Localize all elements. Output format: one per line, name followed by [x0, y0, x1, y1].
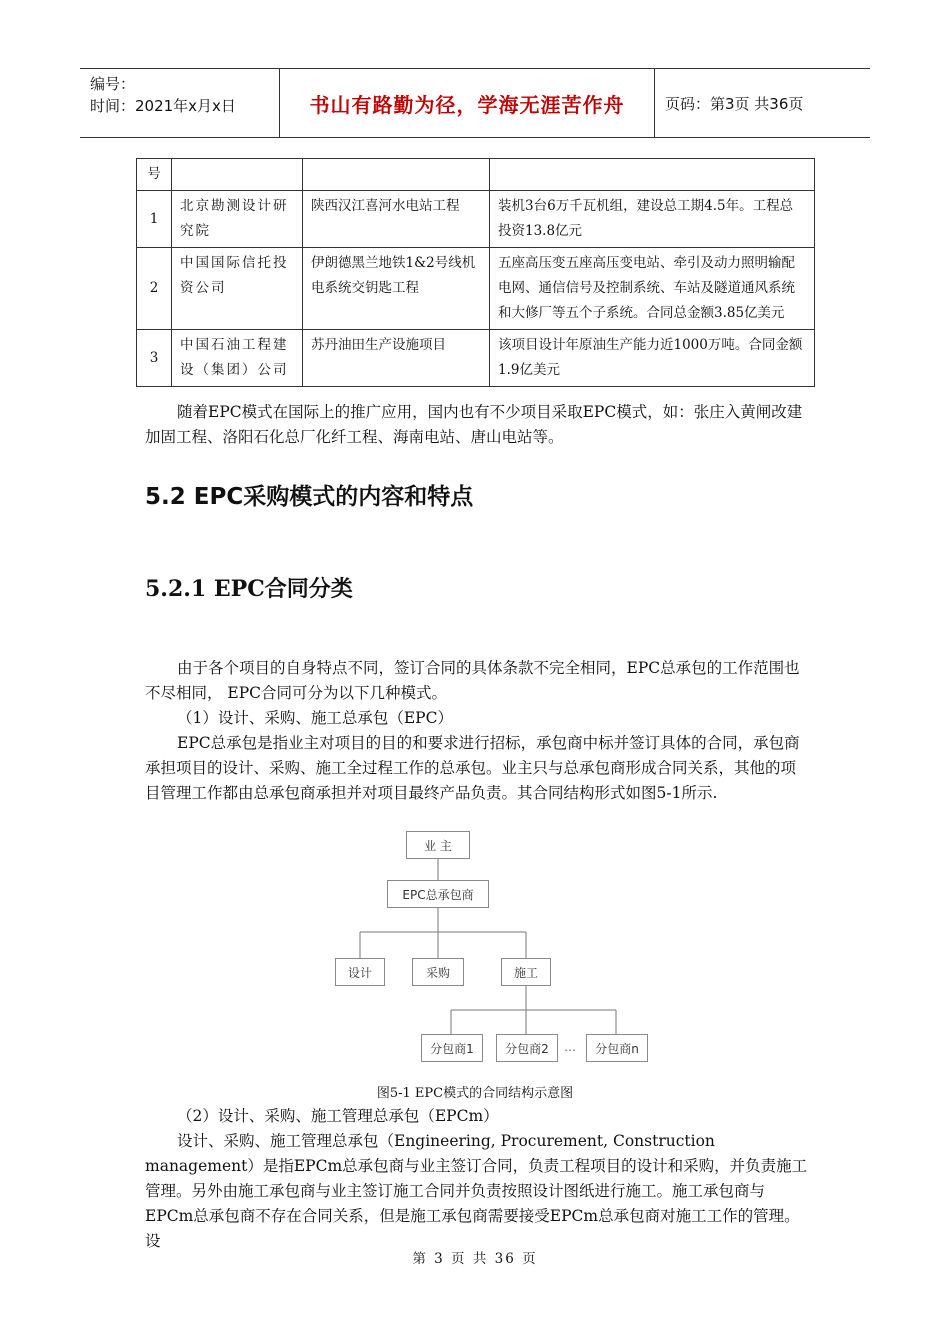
subcontractor-ellipsis: … — [564, 1040, 576, 1054]
table-row — [137, 330, 815, 387]
project-table — [136, 158, 815, 387]
epc-contractor-box: EPC总承包商 — [387, 880, 489, 908]
header-meta — [80, 69, 280, 137]
page-footer: 第 3 页 共 36 页 — [412, 1251, 538, 1267]
subcontractor-1-box: 分包商1 — [421, 1034, 483, 1062]
paragraph-epcm-desc: 设计、采购、施工管理总承包（Engineering, Procurement, Construction management）是指EPCm总承包商与业主签订合同，负责工程项目的设计和采购，并负责施工管理。另外由施工承包商与业主签订施工合同并负责按照设计图纸进行施工。施工承包商与EPCm总承包商不存在合同关系，但是施工承包商需要接受EPCm总承包商对施工工作的管理。设 — [145, 1132, 808, 1250]
row-number: 1 — [137, 191, 172, 248]
table-cell — [490, 159, 815, 191]
table-row — [137, 248, 815, 330]
row-description: 装机3台6万千瓦机组，建设总工期4.5年。工程总投资13.8亿元 — [490, 191, 815, 248]
subcontractor-n-box: 分包商n — [586, 1034, 648, 1062]
page-header — [80, 68, 870, 138]
section-heading: 5.2 EPC采购模式的内容和特点 — [145, 484, 474, 510]
header-page-info: 页码：第3页 共36页 — [665, 94, 804, 113]
row-number: 3 — [137, 330, 172, 387]
design-box: 设计 — [335, 958, 385, 986]
paragraph-scope: 由于各个项目的自身特点不同，签订合同的具体条款不完全相同，EPC总承包的工作范围也不尽相同， EPC合同可分为以下几种模式。 — [145, 659, 800, 702]
diagram-connectors — [330, 828, 660, 1068]
paragraph-epcm-title: （2）设计、采购、施工管理总承包（EPCm） — [177, 1107, 499, 1125]
row-project-name: 陕西汉江喜河水电站工程 — [303, 191, 490, 248]
row-organization: 中国石油工程建设（集团）公司 — [172, 330, 303, 387]
construction-box: 施工 — [501, 958, 551, 986]
paragraph-epc-desc: EPC总承包是指业主对项目的目的和要求进行招标，承包商中标并签订具体的合同，承包商承担项目的设计、采购、施工全过程工作的总承包。业主只与总承包商形成合同关系，其他的项目管理工作都由总承包商承担并对项目最终产品负责。其合同结构形式如图5-1所示. — [145, 734, 800, 802]
row-description: 该项目设计年原油生产能力近1000万吨。合同金额1.9亿美元 — [490, 330, 815, 387]
procurement-box: 采购 — [412, 958, 464, 986]
intro-paragraph: 随着EPC模式在国际上的推广应用，国内也有不少项目采取EPC模式，如：张庄入黄闸改建加固工程、洛阳石化总厂化纤工程、海南电站、唐山电站等。 — [145, 403, 803, 446]
table-header-row — [137, 159, 815, 191]
subsection-heading: 5.2.1 EPC合同分类 — [145, 576, 353, 602]
row-organization: 中国国际信托投资公司 — [172, 248, 303, 330]
table-cell — [303, 159, 490, 191]
row-project-name: 伊朗德黑兰地铁1&2号线机电系统交钥匙工程 — [303, 248, 490, 330]
row-project-name: 苏丹油田生产设施项目 — [303, 330, 490, 387]
contract-structure-diagram — [330, 828, 660, 1068]
subcontractor-2-box: 分包商2 — [496, 1034, 558, 1062]
row-organization: 北京勘测设计研究院 — [172, 191, 303, 248]
row-number: 2 — [137, 248, 172, 330]
row-description: 五座高压变五座高压变电站、牵引及动力照明输配电网、通信信号及控制系统、车站及隧道通风系统和大修厂等五个子系统。合同总金额3.85亿美元 — [490, 248, 815, 330]
table-row — [137, 191, 815, 248]
table-cell: 号 — [137, 159, 172, 191]
figure-caption: 图5-1 EPC模式的合同结构示意图 — [376, 1086, 574, 1101]
number-label: 编号： — [90, 75, 136, 93]
paragraph-epc-title: （1）设计、采购、施工总承包（EPC） — [177, 709, 453, 727]
owner-box: 业 主 — [406, 831, 470, 859]
header-motto: 书山有路勤为径，学海无涯苦作舟 — [280, 69, 655, 137]
date-label: 时间：2021年x月x日 — [90, 97, 236, 115]
table-cell — [172, 159, 303, 191]
